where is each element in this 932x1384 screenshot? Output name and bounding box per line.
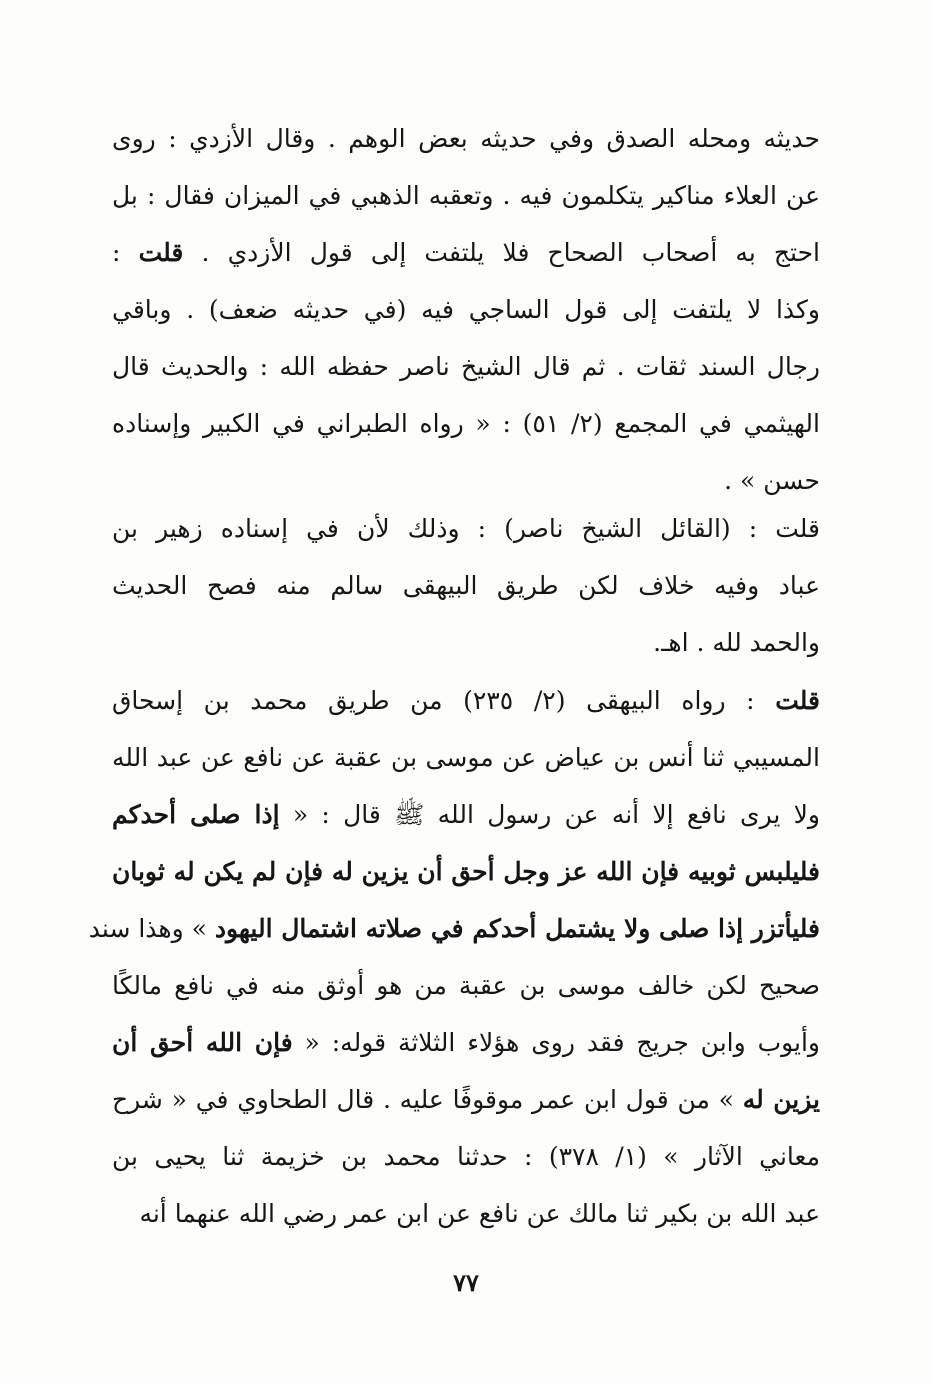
text-segment: ولا يرى نافع إلا أنه عن رسول الله ﷺ قال : « — [279, 800, 820, 829]
bold-text-segment: فليأتزر إذا صلى ولا يشتمل أحدكم في صلاته اشتمال اليهود — [214, 914, 820, 943]
text-line — [112, 786, 820, 843]
text-segment: » من قول ابن عمر موقوفًا عليه . قال الطحاوي في « شرح — [112, 1085, 743, 1114]
text-segment: : — [112, 238, 139, 267]
text-line — [112, 281, 820, 338]
text-segment: الهيثمي في المجمع (٢/ ٥١) : « رواه الطبراني في الكبير وإسناده — [112, 409, 820, 438]
text-line — [112, 110, 820, 167]
text-line — [112, 614, 820, 671]
text-line — [112, 500, 820, 557]
text-line — [112, 957, 820, 1014]
text-segment: حديثه ومحله الصدق وفي حديثه بعض الوهم . وقال الأزدي : روى — [112, 124, 820, 153]
bold-text-segment: فإن الله أحق أن — [112, 1028, 293, 1057]
text-line — [112, 1185, 820, 1242]
text-segment: عبد الله بن بكير ثنا مالك عن نافع عن ابن عمر رضي الله عنهما أنه — [139, 1199, 820, 1228]
text-line — [112, 395, 820, 452]
text-segment: : رواه البيهقى (٢/ ٢٣٥) من طريق محمد بن إسحاق — [112, 686, 776, 715]
text-line — [88, 900, 820, 957]
bold-text-segment: قلت — [775, 686, 820, 715]
paragraph-3 — [88, 672, 821, 1242]
text-segment: وكذا لا يلتفت إلى قول الساجي فيه (في حديثه ضعف) . وباقي — [112, 295, 820, 324]
text-line — [112, 167, 820, 224]
paragraph-2 — [112, 500, 820, 671]
text-line — [112, 1128, 820, 1185]
text-segment: حسن » . — [724, 466, 820, 495]
text-segment: احتج به أصحاب الصحاح فلا يلتفت إلى قول الأزدي . — [183, 238, 820, 267]
text-line — [112, 1071, 820, 1128]
bold-text-segment: قلت — [138, 238, 184, 267]
text-segment: والحمد لله . اهـ. — [653, 628, 820, 657]
text-line — [112, 338, 820, 395]
text-segment: قلت : (القائل الشيخ ناصر) : وذلك لأن في إسناده زهير بن — [112, 514, 820, 543]
text-segment: المسيبي ثنا أنس بن عياض عن موسى بن عقبة عن نافع عن عبد الله — [112, 743, 820, 772]
bold-text-segment: إذا صلى أحدكم — [112, 800, 280, 829]
text-segment: صحيح لكن خالف موسى بن عقبة من هو أوثق منه في نافع مالكًا — [112, 971, 820, 1000]
paragraph-1 — [112, 110, 820, 509]
text-segment: وأيوب وابن جريج فقد روى هؤلاء الثلاثة قوله: « — [292, 1028, 820, 1057]
text-segment: رجال السند ثقات . ثم قال الشيخ ناصر حفظه الله : والحديث قال — [112, 352, 820, 381]
bold-text-segment: يزين له — [742, 1085, 820, 1114]
bold-text-segment: فليلبس ثوبيه فإن الله عز وجل أحق أن يزين له فإن لم يكن له ثوبان — [112, 857, 820, 886]
page-number: ٧٧ — [453, 1268, 479, 1297]
text-segment: عن العلاء مناكير يتكلمون فيه . وتعقبه الذهبي في الميزان فقال : بل — [112, 181, 820, 210]
text-line — [112, 224, 820, 281]
text-segment: معاني الآثار » (١/ ٣٧٨) : حدثنا محمد بن خزيمة ثنا يحيى بن — [112, 1142, 821, 1171]
text-line — [112, 672, 820, 729]
text-line — [112, 557, 820, 614]
text-line — [112, 843, 820, 900]
text-segment: » وهذا سند — [88, 914, 215, 943]
text-line — [112, 1014, 820, 1071]
text-segment: عباد وفيه خلاف لكن طريق البيهقى سالم منه فصح الحديث — [112, 571, 820, 600]
text-line — [112, 729, 820, 786]
